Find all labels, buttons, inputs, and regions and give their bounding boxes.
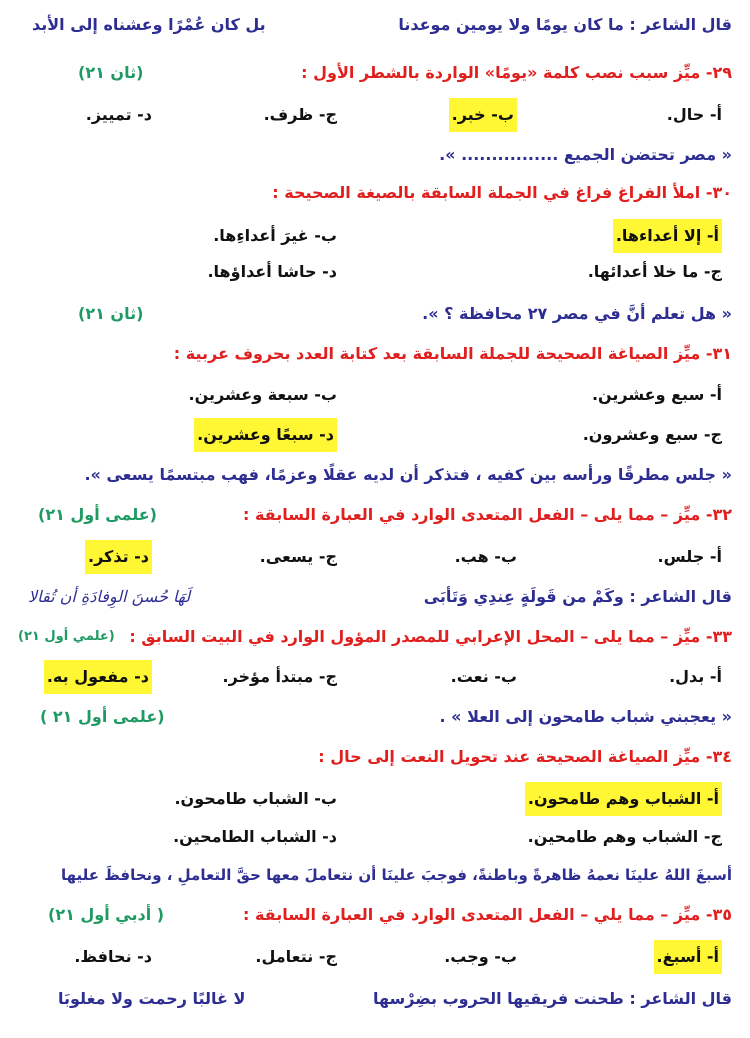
option-a-correct[interactable]: أ- أسبغ. xyxy=(654,940,722,974)
question-29-options xyxy=(18,98,732,132)
option-a[interactable]: أ- سبع وعشرين. xyxy=(591,385,722,404)
option-a-correct[interactable]: أ- الشباب وهم طامحون. xyxy=(525,782,722,816)
option-b[interactable]: ب- نعت. xyxy=(450,667,517,686)
option-a-correct[interactable]: أ- إلا أعداءها. xyxy=(613,219,722,253)
option-b[interactable]: ب- هب. xyxy=(454,547,517,566)
question-29 xyxy=(18,56,732,90)
sentence-31-tag: (ثان ٢١) xyxy=(78,304,144,323)
option-d[interactable]: د- تمييز. xyxy=(85,105,152,124)
sentence-30 xyxy=(18,138,732,172)
poem-line-36 xyxy=(18,982,732,1016)
sentence-32 xyxy=(18,458,732,492)
question-35 xyxy=(18,898,732,932)
poem-second-half: لا غالبًا رحمت ولا مغلوبَا xyxy=(58,989,246,1008)
option-b-correct[interactable]: ب- خبر. xyxy=(449,98,517,132)
question-35-options xyxy=(18,940,732,974)
sentence-31 xyxy=(18,297,732,331)
question-33-tag: (علمي أول ٢١) xyxy=(18,629,115,644)
question-34-options-row2 xyxy=(18,820,732,854)
option-b[interactable]: ب- وجب. xyxy=(444,947,517,966)
question-32-options xyxy=(18,540,732,574)
sentence-34-tag: (علمى أول ٢١ ) xyxy=(40,707,165,726)
question-30-options-row2 xyxy=(18,255,732,289)
sentence-32-text: « جلس مطرقًا ورأسه بين كفيه ، فتذكر أن لديه عقلًا وعزمًا، فهب مبتسمًا يسعى ». xyxy=(84,465,732,484)
option-c[interactable]: ج- ظرف. xyxy=(263,105,337,124)
option-c[interactable]: ج- مبتدأ مؤخر. xyxy=(222,667,337,686)
poem-line-33 xyxy=(18,580,732,614)
question-29-text: ٢٩- ميِّز سبب نصب كلمة «يومًا» الواردة بالشطر الأول : xyxy=(301,63,732,82)
sentence-35 xyxy=(18,858,732,892)
question-30 xyxy=(18,176,732,210)
option-d[interactable]: د- حاشا أعداؤها. xyxy=(207,262,337,281)
option-a[interactable]: أ- بدل. xyxy=(669,667,722,686)
option-b[interactable]: ب- سبعة وعشرين. xyxy=(188,385,337,404)
poem-second-half: بل كان عُمْرًا وعشناه إلى الأبد xyxy=(32,15,266,34)
option-a[interactable]: أ- جلس. xyxy=(657,547,722,566)
question-34-text: ٣٤- ميِّز الصياغة الصحيحة عند تحويل النعت إلى حال : xyxy=(318,747,732,766)
question-33-text: ٣٣- ميِّز – مما يلى – المحل الإعرابي للمصدر المؤول الوارد في البيت السابق : xyxy=(129,627,732,646)
question-32-text: ٣٢- ميِّز – مما يلى – الفعل المتعدى الوارد في العبارة السابقة : xyxy=(243,505,732,524)
sentence-35-text: أسبغَ اللهُ علينَا نعمهُ ظاهرةً وباطنةً، فوجبَ علينَا أن نتعاملَ معها حقَّ التعاملِ ، ونحافظَ عليها xyxy=(60,866,732,884)
option-d-correct[interactable]: د- تذكر. xyxy=(85,540,152,574)
option-b[interactable]: ب- الشباب طامحون. xyxy=(174,789,337,808)
poem-first-half: قال الشاعر : ما كان يومًا ولا يومين موعدنا xyxy=(398,15,732,34)
question-33-options xyxy=(18,660,732,694)
question-31-options-row1 xyxy=(18,378,732,412)
option-d[interactable]: د- نحافظ. xyxy=(74,947,152,966)
question-34 xyxy=(18,740,732,774)
question-31-text: ٣١- ميِّز الصياغة الصحيحة للجملة السابقة بعد كتابة العدد بحروف عربية : xyxy=(173,344,732,363)
question-31-options-row2 xyxy=(18,418,732,452)
option-b[interactable]: ب- غيرَ أعداءِها. xyxy=(213,226,337,245)
question-32-tag: (علمى أول ٢١) xyxy=(38,505,157,524)
option-c[interactable]: ج- يسعى. xyxy=(259,547,337,566)
question-35-tag: ( أدبي أول ٢١) xyxy=(48,905,165,924)
sentence-30-text: « مصر تحتضن الجميع ................ ». xyxy=(439,145,732,164)
sentence-34 xyxy=(18,700,732,734)
option-d[interactable]: د- الشباب الطامحين. xyxy=(173,827,337,846)
poem-first-half: قال الشاعر : وكَمْ من قَولَةٍ عِندِي وَتَأبَى xyxy=(423,587,732,606)
option-c[interactable]: ج- سبع وعشرون. xyxy=(582,425,722,444)
option-c[interactable]: ج- الشباب وهم طامحين. xyxy=(527,827,722,846)
question-30-text: ٣٠- املأ الفراغ فراغ في الجملة السابقة بالصيغة الصحيحة : xyxy=(272,183,732,202)
option-a[interactable]: أ- حال. xyxy=(666,105,722,124)
question-33 xyxy=(18,620,732,654)
question-34-options-row1 xyxy=(18,782,732,816)
poem-first-half: قال الشاعر : طحنت فريقيها الحروب بضِرْسها xyxy=(372,989,732,1008)
option-d-correct[interactable]: د- مفعول به. xyxy=(44,660,152,694)
poem-second-half: لَهَا حُسنَ الوِفادَةِ أن تُقالا xyxy=(28,587,191,606)
option-c[interactable]: ج- ما خلا أعدائها. xyxy=(587,262,722,281)
question-32 xyxy=(18,498,732,532)
question-35-text: ٣٥- ميِّز – مما يلي – الفعل المتعدى الوارد في العبارة السابقة : xyxy=(243,905,732,924)
sentence-34-text: « يعجبني شباب طامحون إلى العلا » . xyxy=(439,707,732,726)
question-29-tag: (ثان ٢١) xyxy=(78,63,144,82)
option-c[interactable]: ج- نتعامل. xyxy=(255,947,337,966)
option-d-correct[interactable]: د- سبعًا وعشرين. xyxy=(194,418,337,452)
poem-line-1 xyxy=(18,8,732,42)
question-31 xyxy=(18,337,732,371)
sentence-31-text: « هل تعلم أنَّ في مصر ٢٧ محافظة ؟ ». xyxy=(422,304,732,323)
question-30-options-row1 xyxy=(18,219,732,253)
